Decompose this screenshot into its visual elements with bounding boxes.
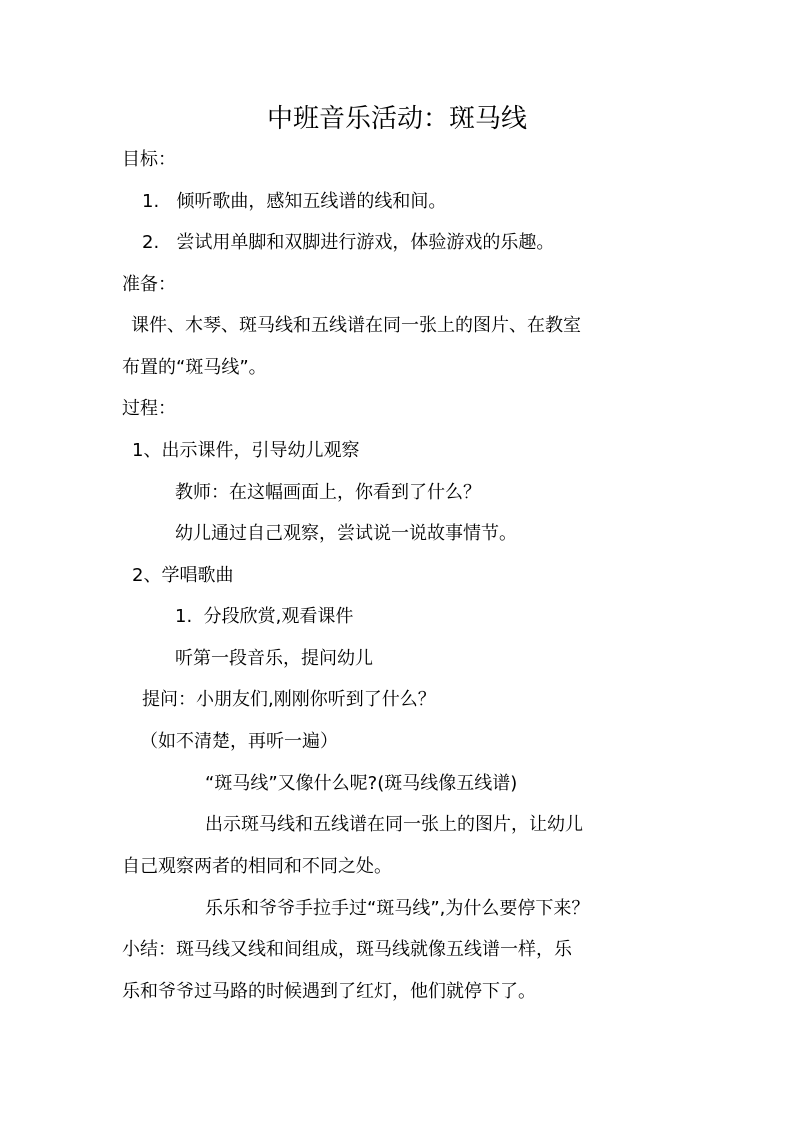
- step-2-subitem-1-number: 1.: [175, 606, 193, 627]
- goal-item-2-number: 2.: [142, 232, 160, 253]
- goal-item-1-text: 倾听歌曲，感知五线谱的线和间。: [176, 191, 447, 212]
- step-2-story-line: 乐乐和爷爷手拉手过“斑马线”,为什么要停下来？: [205, 898, 590, 919]
- step-2-listen-line: 听第一段音乐，提问幼儿: [175, 648, 373, 669]
- goal-item-1: [142, 190, 446, 214]
- goals-heading: 目标：: [122, 149, 176, 170]
- goal-item-1-number: 1.: [142, 191, 160, 212]
- goal-item-2: [142, 231, 554, 255]
- page-title: 中班音乐活动：斑马线: [266, 104, 527, 134]
- step-2-question-line: 提问：小朋友们,刚刚你听到了什么？: [142, 689, 436, 710]
- summary-line-2: 乐和爷爷过马路的时候遇到了红灯，他们就停下了。: [122, 981, 536, 1002]
- process-heading: 过程：: [122, 398, 176, 419]
- step-2-repeat-line: （如不清楚，再听一遍）: [140, 731, 338, 752]
- summary-line-1: 小结：斑马线又线和间组成，斑马线就像五线谱一样，乐: [122, 939, 572, 960]
- step-1-title: 1、出示课件，引导幼儿观察: [132, 440, 360, 461]
- prep-text-line-1: 课件、木琴、斑马线和五线谱在同一张上的图片、在教室: [131, 315, 581, 336]
- prep-heading: 准备：: [122, 274, 176, 295]
- step-2-show-line-1: 出示斑马线和五线谱在同一张上的图片，让幼儿: [205, 814, 583, 835]
- step-2-show-line-2: 自己观察两者的相同和不同之处。: [122, 856, 392, 877]
- step-1-teacher-line: 教师：在这幅画面上，你看到了什么？: [175, 482, 481, 503]
- step-2-subitem-1-text: 分段欣赏,观看课件: [203, 606, 354, 627]
- goal-item-2-text: 尝试用单脚和双脚进行游戏，体验游戏的乐趣。: [176, 232, 555, 253]
- step-2-like-line: “斑马线”又像什么呢?(斑马线像五线谱): [205, 773, 518, 794]
- step-1-children-line: 幼儿通过自己观察，尝试说一说故事情节。: [175, 523, 517, 544]
- step-2-title: 2、学唱歌曲: [132, 565, 234, 586]
- step-2-subitem-1: [175, 605, 353, 629]
- prep-text-line-2: 布置的“斑马线”。: [122, 357, 267, 378]
